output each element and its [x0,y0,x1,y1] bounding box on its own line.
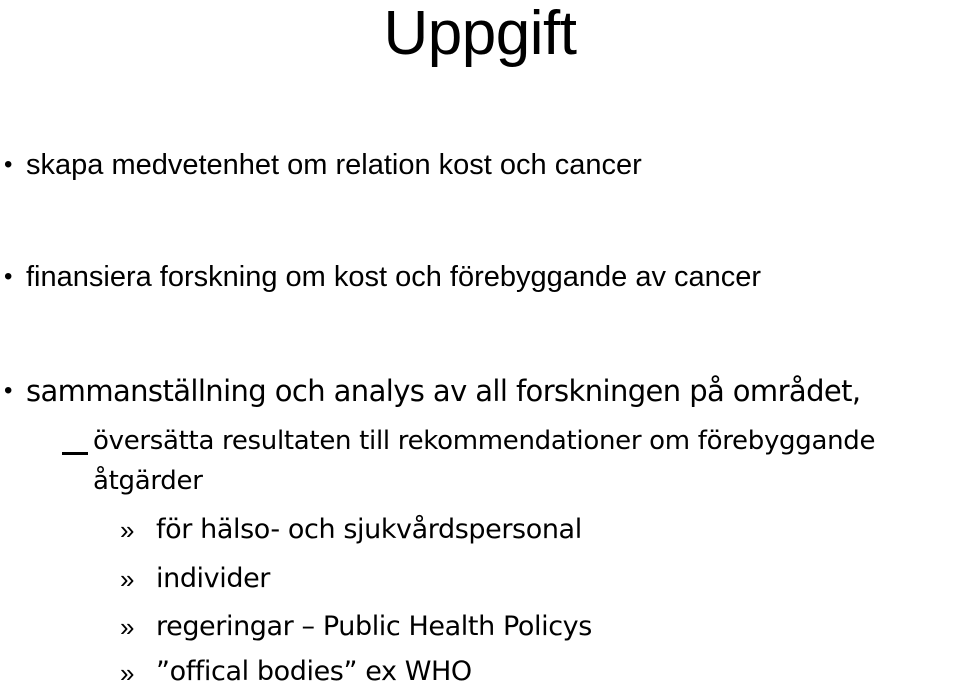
raquo-marker: » [120,612,135,642]
bullet-item-2: finansiera forskning om kost och förebyggande av cancer [26,261,762,293]
raquo-marker: » [120,564,135,594]
raquo-marker: » [120,658,135,688]
sub-item-line-1: översätta resultaten till rekommendationer om förebyggande [93,426,876,456]
sub-item-line-2: åtgärder [93,466,203,496]
bullet-icon: • [4,377,13,404]
sub-sub-item-3: regeringar – Public Health Policys [156,611,592,642]
sub-sub-item-1: för hälso- och sjukvårdspersonal [156,514,582,545]
bullet-icon: • [4,151,13,178]
bullet-icon: • [4,263,13,290]
slide-title: Uppgift [383,0,577,68]
raquo-marker: » [120,515,135,545]
dash-marker [62,452,88,455]
bullet-item-1: skapa medvetenhet om relation kost och cancer [26,149,642,181]
sub-sub-item-4: ”offical bodies” ex WHO [156,656,472,687]
sub-sub-item-2: individer [156,563,270,594]
bullet-item-3: sammanställning och analys av all forskningen på området, [26,374,861,408]
